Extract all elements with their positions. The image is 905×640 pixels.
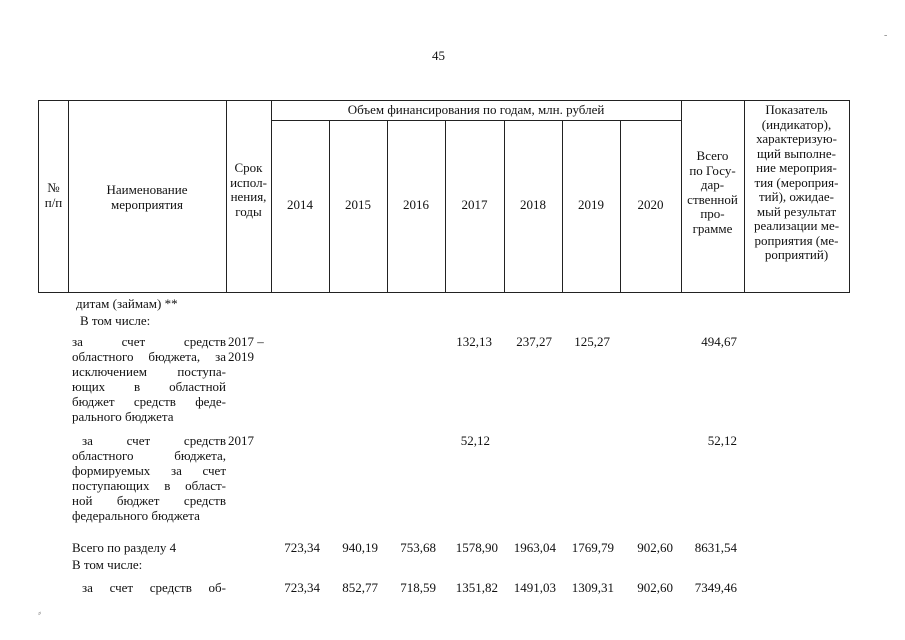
header-col-term: Срок испол- нения, годы: [230, 160, 267, 219]
row1-2019: 125,27: [574, 334, 610, 349]
row3-2014: 723,34: [284, 580, 320, 595]
in-total-label-2: В том числе:: [72, 557, 143, 572]
header-col-indicator: Показатель (индикатор), характеризую- щий выполне- ние мероприя- тия (мероприя- тий), ожидае- мый результат реализации ме- роприятия (ме- роприятий): [753, 102, 840, 262]
header-year-2016: 2016: [403, 197, 429, 212]
total-row-name: Всего по разделу 4: [72, 540, 177, 555]
table-header: [38, 100, 850, 293]
row1-total: 494,67: [701, 334, 737, 349]
header-col-total: Всего по Госу- дар- ственной про- грамме: [687, 148, 738, 236]
row3-2017: 1351,82: [455, 580, 498, 595]
row3-name: за счет средств об-: [82, 580, 226, 595]
row3-2020: 902,60: [637, 580, 673, 595]
total-2020: 902,60: [637, 540, 673, 555]
header-year-2020: 2020: [637, 197, 664, 212]
row3-2018: 1491,03: [513, 580, 556, 595]
row1-term: 2017 – 2019: [228, 334, 264, 364]
row3-2019: 1309,31: [571, 580, 614, 595]
total-2019: 1769,79: [571, 540, 614, 555]
total-2018: 1963,04: [513, 540, 556, 555]
row3-2016: 718,59: [400, 580, 436, 595]
header-funding-group: Объем финансирования по годам, млн. рублей: [347, 102, 605, 117]
row2-term: 2017: [228, 433, 254, 448]
page-number: 45: [432, 48, 445, 63]
total-2014: 723,34: [284, 540, 320, 555]
total-2015: 940,19: [342, 540, 378, 555]
header-col-name: Наименование мероприятия: [106, 182, 188, 212]
row3-2015: 852,77: [342, 580, 378, 595]
row1-2017: 132,13: [456, 334, 492, 349]
scan-mark-icon: ⸗: [38, 608, 42, 619]
row1-name: за счет средств областного бюджета, за исключением поступа- ющих в областной бюджет средств феде- рального бюджета: [72, 334, 226, 424]
total-2016: 753,68: [400, 540, 436, 555]
header-year-2017: 2017: [461, 197, 488, 212]
header-year-2015: 2015: [345, 197, 371, 212]
header-year-2014: 2014: [287, 197, 313, 212]
total-sum: 8631,54: [694, 540, 737, 555]
row2-2017: 52,12: [460, 433, 490, 448]
continuation-line: дитам (займам) **: [76, 296, 178, 311]
total-2017: 1578,90: [455, 540, 498, 555]
scan-mark-icon: -: [884, 30, 888, 41]
header-col-number: № п/п: [44, 180, 63, 210]
row3-total: 7349,46: [694, 580, 737, 595]
row1-2018: 237,27: [516, 334, 552, 349]
in-total-label: В том числе:: [80, 313, 151, 328]
header-year-2019: 2019: [578, 197, 604, 212]
header-year-2018: 2018: [520, 197, 546, 212]
row2-total: 52,12: [707, 433, 737, 448]
row2-name: за счет средств областного бюджета, формируемых за счет поступающих в област- ной бюджет средств федерального бюджета: [72, 433, 226, 523]
